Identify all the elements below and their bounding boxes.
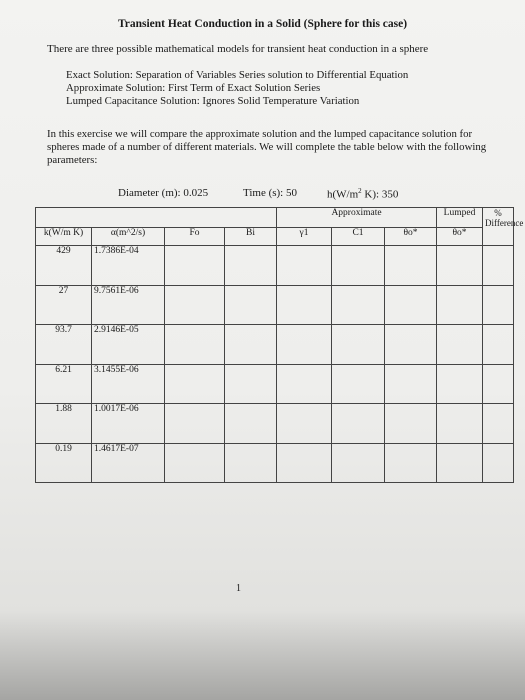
model-list [66, 69, 408, 108]
col-header-fo: Fo [165, 228, 225, 246]
table-row [36, 443, 514, 482]
exercise-text: In this exercise we will compare the approximate solution and the lumped capacitance solution for spheres made of a number of different materials. We will complete the table below with the following parameters: [47, 128, 487, 166]
percent-symbol: % [494, 208, 502, 218]
cell-empty [277, 246, 332, 285]
param-h [327, 187, 398, 201]
cell-empty [165, 246, 225, 285]
header-difference [483, 208, 524, 246]
cell-empty [483, 325, 514, 364]
cell-empty [225, 285, 277, 324]
param-h-prefix: h(W/m [327, 188, 359, 201]
cell-k: 0.19 [36, 443, 92, 482]
table-row [36, 285, 514, 324]
cell-empty [277, 285, 332, 324]
col-header-theta-lumped: θo* [437, 228, 483, 246]
difference-label: Difference [485, 218, 524, 228]
cell-empty [385, 246, 437, 285]
cell-empty [437, 285, 483, 324]
cell-k: 93.7 [36, 325, 92, 364]
cell-empty [385, 285, 437, 324]
cell-alpha: 1.4617E-07 [92, 443, 165, 482]
cell-empty [225, 246, 277, 285]
cell-empty [332, 285, 385, 324]
cell-empty [332, 443, 385, 482]
photo-shadow [0, 610, 525, 700]
model-lumped: Lumped Capacitance Solution: Ignores Solid Temperature Variation [66, 95, 360, 107]
header-lumped: Lumped [437, 208, 483, 228]
cell-empty [225, 325, 277, 364]
cell-empty [385, 364, 437, 403]
cell-alpha: 1.0017E-06 [92, 404, 165, 443]
col-header-theta-approx: θo* [385, 228, 437, 246]
cell-empty [332, 325, 385, 364]
cell-empty [277, 325, 332, 364]
cell-empty [165, 404, 225, 443]
cell-empty [332, 246, 385, 285]
table-row [36, 364, 514, 403]
cell-empty [225, 404, 277, 443]
table-column-header-row [36, 228, 514, 246]
blank-cell [92, 208, 165, 228]
blank-cell [165, 208, 225, 228]
col-header-alpha: α(m^2/s) [92, 228, 165, 246]
cell-alpha: 9.7561E-06 [92, 285, 165, 324]
cell-empty [483, 285, 514, 324]
param-diameter: Diameter (m): 0.025 [118, 187, 209, 199]
cell-empty [483, 404, 514, 443]
cell-k: 429 [36, 246, 92, 285]
cell-empty [165, 364, 225, 403]
col-header-k: k(W/m K) [36, 228, 92, 246]
cell-empty [277, 443, 332, 482]
cell-empty [165, 325, 225, 364]
col-header-c1: C1 [332, 228, 385, 246]
cell-empty [483, 246, 514, 285]
table-row [36, 246, 514, 285]
blank-cell [225, 208, 277, 228]
cell-empty [483, 364, 514, 403]
param-h-suffix: K): 350 [361, 188, 399, 201]
cell-empty [385, 443, 437, 482]
table-row [36, 325, 514, 364]
cell-empty [277, 364, 332, 403]
cell-empty [437, 246, 483, 285]
cell-k: 27 [36, 285, 92, 324]
cell-empty [225, 364, 277, 403]
table-group-header-row [36, 208, 514, 228]
cell-alpha: 3.1455E-06 [92, 364, 165, 403]
table-row [36, 404, 514, 443]
cell-k: 6.21 [36, 364, 92, 403]
cell-empty [385, 325, 437, 364]
cell-empty [225, 443, 277, 482]
cell-empty [165, 443, 225, 482]
col-header-bi: Bi [225, 228, 277, 246]
cell-empty [437, 364, 483, 403]
cell-empty [437, 404, 483, 443]
model-approximate: Approximate Solution: First Term of Exact Solution Series [66, 82, 321, 94]
col-header-gamma1: γ1 [277, 228, 332, 246]
page-title: Transient Heat Conduction in a Solid (Sphere for this case) [117, 18, 408, 30]
param-time: Time (s): 50 [243, 187, 297, 199]
cell-empty [483, 443, 514, 482]
cell-empty [277, 404, 332, 443]
cell-empty [165, 285, 225, 324]
header-approximate: Approximate [277, 208, 437, 228]
cell-empty [332, 364, 385, 403]
cell-alpha: 2.9146E-05 [92, 325, 165, 364]
page-number: 1 [236, 583, 241, 594]
intro-text: There are three possible mathematical models for transient heat conduction in a sphere [47, 43, 429, 55]
param-h-exponent: 2 [358, 187, 362, 195]
model-exact: Exact Solution: Separation of Variables Series solution to Differential Equation [66, 69, 409, 81]
cell-empty [437, 325, 483, 364]
blank-cell [36, 208, 92, 228]
cell-empty [437, 443, 483, 482]
cell-k: 1.88 [36, 404, 92, 443]
results-table [35, 207, 524, 483]
cell-empty [385, 404, 437, 443]
cell-alpha: 1.7386E-04 [92, 246, 165, 285]
cell-empty [332, 404, 385, 443]
